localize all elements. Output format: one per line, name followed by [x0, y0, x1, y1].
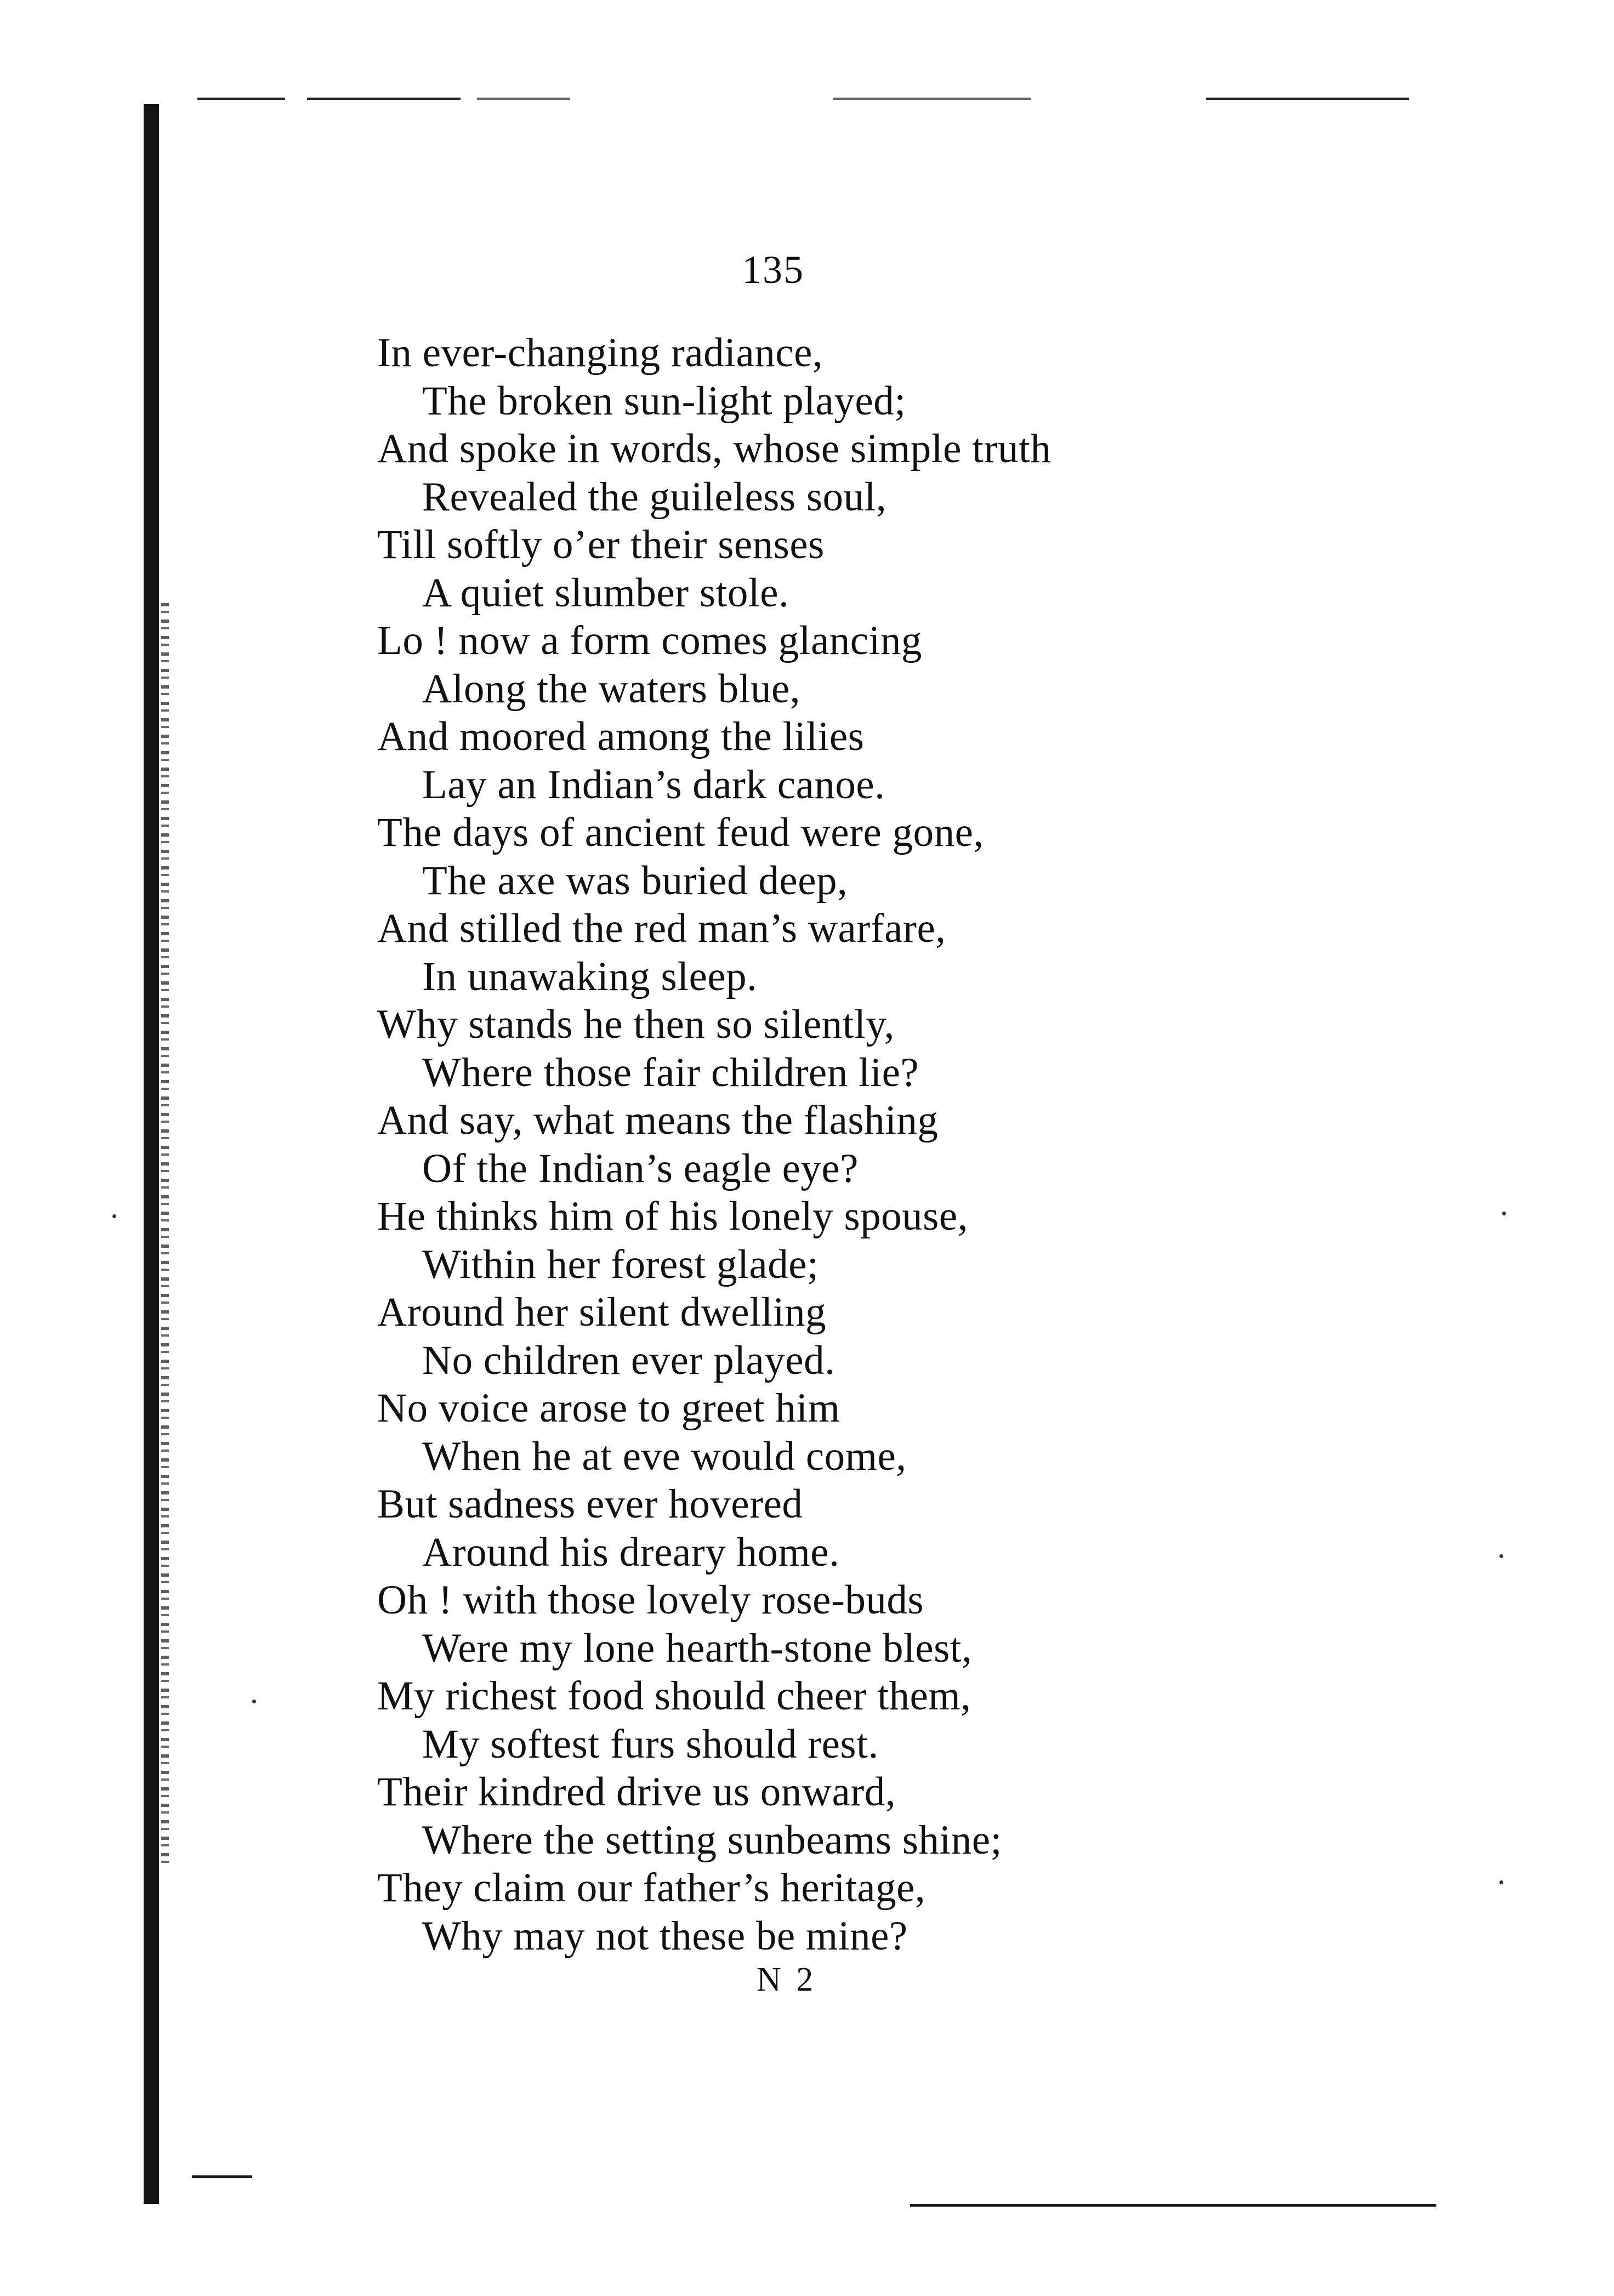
poem-text: [377, 329, 1254, 1960]
poem-line: Around his dreary home.: [422, 1529, 840, 1575]
poem-line: My softest furs should rest.: [422, 1721, 879, 1767]
scan-speck: [112, 1214, 116, 1218]
poem-line: In ever-changing radiance,: [377, 330, 823, 376]
bottom-scan-rule: [910, 2204, 1436, 2207]
poem-line: No children ever played.: [422, 1337, 836, 1383]
poem-line: Were my lone hearth-stone blest,: [422, 1625, 973, 1671]
scan-speck: [1499, 1880, 1503, 1884]
bottom-scan-rule: [192, 2175, 252, 2178]
poem-line: Where the setting sunbeams shine;: [422, 1817, 1002, 1863]
poem-line: Their kindred drive us onward,: [377, 1769, 896, 1815]
poem-line: The axe was buried deep,: [422, 857, 848, 903]
page-number: 135: [742, 248, 804, 292]
binding-edge-texture: [161, 603, 169, 1864]
poem-line: Oh ! with those lovely rose-buds: [377, 1577, 924, 1623]
top-scan-rule: [307, 98, 461, 100]
poem-line: No voice arose to greet him: [377, 1385, 840, 1431]
poem-line: They claim our father’s heritage,: [377, 1865, 926, 1911]
poem-line: Lay an Indian’s dark canoe.: [422, 761, 885, 808]
poem-line: And moored among the lilies: [377, 714, 865, 759]
poem-line: Where those fair children lie?: [422, 1049, 919, 1095]
top-scan-rule: [1206, 98, 1409, 100]
poem-line: Why may not these be mine?: [422, 1913, 908, 1959]
poem-line: Why stands he then so silently,: [377, 1002, 895, 1047]
poem-line: In unawaking sleep.: [422, 953, 758, 999]
poem-line: When he at eve would come,: [422, 1433, 907, 1479]
top-scan-rule: [477, 98, 570, 100]
poem-line: Revealed the guileless soul,: [422, 474, 887, 520]
binding-edge: [144, 104, 159, 2204]
poem-line: A quiet slumber stole.: [422, 570, 789, 616]
poem-line: Till softly o’er their senses: [377, 522, 825, 567]
scan-speck: [252, 1700, 256, 1703]
poem-line: But sadness ever hovered: [377, 1481, 803, 1527]
poem-line: The days of ancient feud were gone,: [377, 810, 984, 855]
printer-signature-mark: N 2: [757, 1961, 817, 1998]
poem-line: Around her silent dwelling: [377, 1289, 827, 1335]
poem-line: The broken sun-light played;: [422, 378, 906, 424]
poem-line: And spoke in words, whose simple truth: [377, 426, 1052, 471]
scan-speck: [1502, 1212, 1506, 1215]
top-scan-rule: [833, 98, 1031, 100]
poem-line: My richest food should cheer them,: [377, 1673, 971, 1719]
top-scan-rule: [197, 98, 285, 100]
poem-line: Lo ! now a form comes glancing: [377, 618, 922, 663]
poem-line: Within her forest glade;: [422, 1241, 819, 1287]
poem-line: And stilled the red man’s warfare,: [377, 906, 946, 951]
scan-speck: [1499, 1554, 1503, 1558]
poem-line: He thinks him of his lonely spouse,: [377, 1194, 968, 1239]
poem-line: Along the waters blue,: [422, 666, 800, 712]
poem-line: And say, what means the flashing: [377, 1098, 939, 1143]
poem-line: Of the Indian’s eagle eye?: [422, 1145, 859, 1191]
